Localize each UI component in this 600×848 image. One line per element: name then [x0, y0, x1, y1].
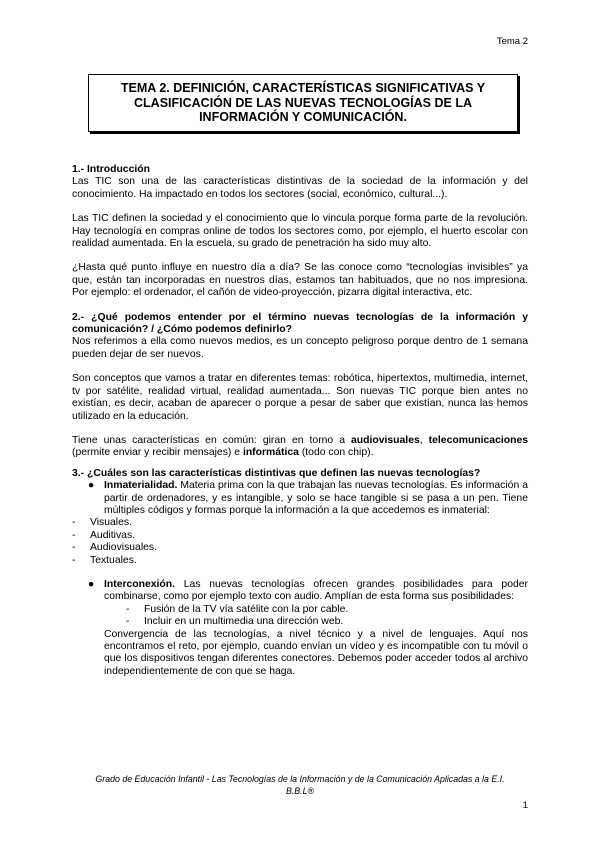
bullet-icon: ●: [88, 480, 95, 492]
paragraph: ¿Hasta qué punto influye en nuestro día a día? Se las conoce como “tecnologías invisibles” ya que, están tan incorporadas en nuestros días, estamos tan habituados, que no nos impresiona. Por ejemplo: el ordenador, el cañón de video-proyección, pizarra digital interactiva, etc.: [72, 262, 528, 299]
paragraph: Nos referimos a ella como nuevos medios, es un concepto peligroso porque dentro de 1 semana pueden dejar de ser nuevos.: [72, 336, 528, 360]
paragraph: Convergencia de las tecnologías, a nivel técnico y a nivel de lenguajes. Aquí nos encontramos el reto, por ejemplo, cuando envían un vídeo y es incompatible con tu móvil o que los dispositivos tengan diferentes conectores. Debemos poder acceder todos al archivo independientemente de con que se haga.: [104, 628, 528, 677]
header-label: Tema 2: [496, 36, 528, 47]
paragraph: Las TIC definen la sociedad y el conocimiento que lo vincula porque forma parte de la revolución. Hay tecnología en compras online de todos los sectores como, por ejemplo, el huerto escolar con realidad aumentada. En la escuela, su grado de penetración ha sido muy alto.: [72, 213, 528, 250]
list-item: - Fusión de la TV vía satélite con la por cable.: [126, 603, 349, 615]
bullet-icon: ●: [88, 578, 95, 590]
section-1-heading: 1.- Introducción: [72, 164, 150, 175]
paragraph: Las TIC son una de las características distintivas de la sociedad de la información y del conocimiento. Ha impactado en todos los sectores (social, económico, cultural...).: [72, 176, 528, 200]
title-box: [88, 74, 518, 132]
paragraph: Tiene unas características en común: giran en torno a audiovisuales, telecomunicaciones (permite enviar y recibir mensajes) e informática (todo con chip).: [72, 434, 528, 459]
page-number: 1: [522, 800, 528, 811]
paragraph: Son conceptos que vamos a tratar en diferentes temas: robótica, hipertextos, multimedia, internet, tv por satélite, realidad virtual, realidad aumentada... Son nuevas TIC porque bien antes no existían, es decir, acaban de aparecer o porque a pesar de saber que existían, nunca las hemos utilizado en la educación.: [72, 373, 528, 422]
list-item: - Audiovisuales.: [72, 542, 158, 554]
page-title: TEMA 2. DEFINICIÓN, CARACTERÍSTICAS SIGNIFICATIVAS Y CLASIFICACIÓN DE LAS NUEVAS TECNOLOGÍAS DE LA INFORMACIÓN Y COMUNICACIÓN.: [120, 81, 486, 125]
section-3-heading: 3.- ¿Cuáles son las características distintivas que definen las nuevas tecnologías?: [72, 467, 481, 479]
list-item: - Auditivas.: [72, 529, 136, 541]
page-footer: Grado de Educación Infantil - Las Tecnologías de la Información y de la Comunicación Aplicadas a la E.I. B.B.L®: [95, 774, 505, 796]
document-body: [72, 164, 528, 678]
bullet-item: ● Interconexión. Las nuevas tecnologías ofrecen grandes posibilidades para poder combinarse, como por ejemplo texto con audio. Amplían de esta forma sus posibilidades: - Fusión de la TV vía satélite con la por cable. - Incluir en un multimedia una dirección web. Convergencia de las tecnologías, a nivel técnico y a nivel de lenguajes. Aquí nos encontramos el reto, por ejemplo, cuando envían un vídeo y es incompatible con tu móvil o que los dispositivos tengan diferentes conectores. Debemos poder acceder todos al archivo independientemente de con que se haga.: [88, 578, 528, 677]
list-item: - Textuales.: [72, 554, 137, 566]
bullet-item: ● Inmaterialidad. Materia prima con la que trabajan las nuevas tecnologías. Es información a partir de ordenadores, y es intangible, y solo se hace tangible si se pasa a un pen. Tiene múltiples códigos y formas porque la información a la que accedemos es inmaterial:: [88, 480, 528, 516]
list-item: - Incluir en un multimedia una dirección web.: [126, 616, 344, 628]
list-item: - Visuales.: [72, 517, 132, 529]
section-2-heading: 2.- ¿Qué podemos entender por el término nuevas tecnologías de la información y comunicación? / ¿Cómo podemos definirlo?: [72, 311, 528, 336]
